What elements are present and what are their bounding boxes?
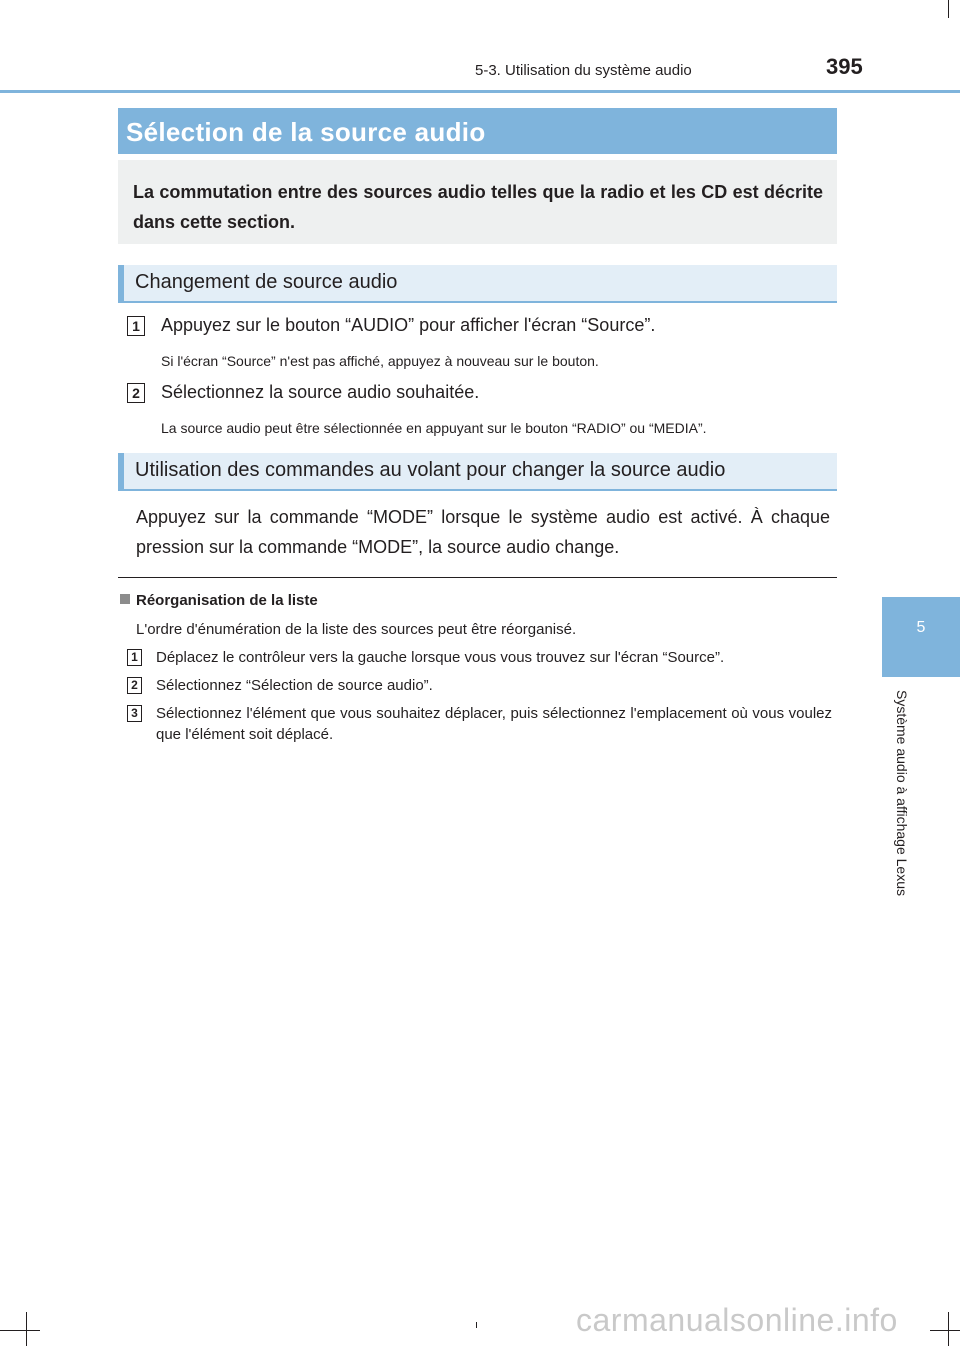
note-step-text: Sélectionnez l'élément que vous souhaitez déplacer, puis sélectionnez l'emplacement où vous voulez que l'élément soit déplacé.	[156, 705, 832, 743]
note-step-number: 2	[127, 677, 142, 694]
step-number: 2	[127, 383, 145, 403]
chapter-number: 5	[916, 619, 926, 636]
section-paragraph: Appuyez sur la commande “MODE” lorsque le système audio est activé. À chaque pression sur la commande “MODE”, la source audio change.	[136, 507, 830, 557]
note-step-number: 1	[127, 649, 142, 666]
chapter-label: Système audio à affichage Lexus	[894, 690, 910, 896]
note-step-text: Déplacez le contrôleur vers la gauche lorsque vous vous trouvez sur l'écran “Source”.	[156, 649, 725, 666]
step-text: Sélectionnez la source audio souhaitée.	[161, 382, 480, 402]
page-number: 395	[826, 54, 863, 79]
note-step-number: 3	[127, 705, 142, 722]
intro-text: La commutation entre des sources audio telles que la radio et les CD est décrite dans cette section.	[133, 182, 823, 232]
crop-mark	[930, 1330, 960, 1331]
note-intro: L'ordre d'énumération de la liste des sources peut être réorganisé.	[136, 621, 577, 638]
note-step-text: Sélectionnez “Sélection de source audio”.	[156, 677, 433, 694]
page-title: Sélection de la source audio	[126, 117, 486, 147]
subheading-label: Changement de source audio	[135, 271, 398, 293]
step-text: Appuyez sur le bouton “AUDIO” pour afficher l'écran “Source”.	[161, 315, 656, 335]
subheading-label: Utilisation des commandes au volant pour changer la source audio	[135, 459, 726, 481]
step-note: La source audio peut être sélectionnée en appuyant sur le bouton “RADIO” ou “MEDIA”.	[161, 420, 707, 436]
intro-box	[118, 160, 837, 244]
chapter-label-vertical	[894, 690, 920, 940]
note-title-text: Réorganisation de la liste	[136, 592, 318, 609]
crop-mark	[948, 1312, 949, 1346]
page-title-bar	[118, 108, 837, 154]
header-divider	[0, 90, 960, 93]
crop-mark	[0, 1330, 40, 1331]
step-note: Si l'écran “Source” n'est pas affiché, appuyez à nouveau sur le bouton.	[161, 353, 599, 369]
crop-mark	[26, 1312, 27, 1346]
chapter-tab	[882, 597, 960, 677]
crop-mark	[948, 0, 949, 18]
separator-rule	[118, 577, 837, 578]
watermark: carmanualsonline.info	[576, 1302, 898, 1338]
header-section-title: 5-3. Utilisation du système audio	[475, 62, 692, 79]
subheading-commandes-volant	[118, 453, 837, 491]
step-number: 1	[127, 316, 145, 336]
subheading-changement-source	[118, 265, 837, 303]
note-heading	[120, 592, 318, 609]
square-bullet-icon	[120, 594, 130, 604]
crop-mark	[476, 1322, 477, 1328]
